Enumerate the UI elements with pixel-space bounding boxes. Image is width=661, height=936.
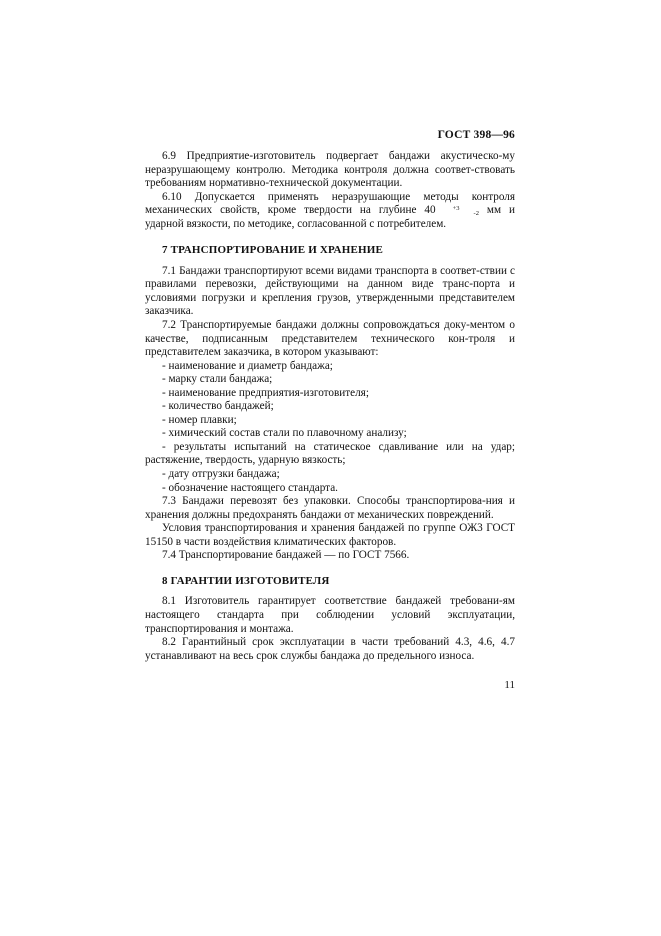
list-item: - количество бандажей; [162, 400, 274, 413]
section-8-heading: 8 ГАРАНТИИ ИЗГОТОВИТЕЛЯ [162, 574, 330, 587]
tolerance-lower: -2 [473, 210, 479, 218]
document-body [145, 150, 515, 663]
paragraph-7-3-conditions: Условия транспортирования и хранения бандажей по группе ОЖ3 ГОСТ 15150 в части воздействия климатических факторов. [145, 522, 515, 548]
list-item: - результаты испытаний на статическое сдавливание или на удар; растяжение, твердость, ударную вязкость; [145, 440, 515, 467]
paragraph-6-10-text-a: 6.10 Допускается применять неразрушающие методы контроля механических свойств, кроме твердости на глубине 40 [145, 190, 515, 217]
paragraph-6-10-text-b: мм и ударной вязкости, по методике, согласованной с потребителем. [145, 204, 515, 230]
paragraph-7-4: 7.4 Транспортирование бандажей — по ГОСТ 7566. [162, 549, 410, 562]
list-item: - обозначение настоящего стандарта. [162, 481, 338, 494]
paragraph-7-1: 7.1 Бандажи транспортируют всеми видами транспорта в соответ-ствии с правилами перевозки, действующими на данном виде транс-порта и условиями погрузки и крепления грузов, утвержденными представителем заказчика. [145, 264, 515, 318]
section-7-heading: 7 ТРАНСПОРТИРОВАНИЕ И ХРАНЕНИЕ [162, 244, 384, 257]
paragraph-7-2: 7.2 Транспортируемые бандажи должны сопровождаться доку-ментом о качестве, подписанным представителем технического кон-троля и представителем заказчика, в котором указывают: [145, 319, 515, 359]
standard-designation: ГОСТ 398—96 [437, 129, 515, 141]
document-page [145, 0, 515, 936]
list-item: - наименование и диаметр бандажа; [162, 359, 333, 372]
list-item: - марку стали бандажа; [162, 373, 273, 386]
list-item: - номер плавки; [162, 413, 237, 426]
list-item: - химический состав стали по плавочному анализу; [162, 427, 407, 440]
tolerance-upper: +3 [452, 205, 460, 213]
paragraph-7-3: 7.3 Бандажи перевозят без упаковки. Способы транспортирова-ния и хранения должны предохранять бандажи от механических повреждений. [145, 495, 515, 521]
list-item: - дату отгрузки бандажа; [162, 468, 280, 481]
paragraph-6-9: 6.9 Предприятие-изготовитель подвергает бандажи акустическо-му неразрушающему контролю. Методика контроля должна соответ-ствовать требованиям нормативно-технической документации. [145, 150, 515, 190]
paragraph-6-10 [145, 191, 515, 232]
list-item: - наименование предприятия-изготовителя; [162, 386, 369, 399]
paragraph-8-2: 8.2 Гарантийный срок эксплуатации в части требований 4.3, 4.6, 4.7 устанавливают на весь срок службы бандажа до предельного износа. [145, 636, 515, 662]
paragraph-8-1: 8.1 Изготовитель гарантирует соответствие бандажей требовани-ям настоящего стандарта при соблюдении условий эксплуатации, транспортирования и монтажа. [145, 595, 515, 635]
page-number: 11 [504, 679, 515, 691]
